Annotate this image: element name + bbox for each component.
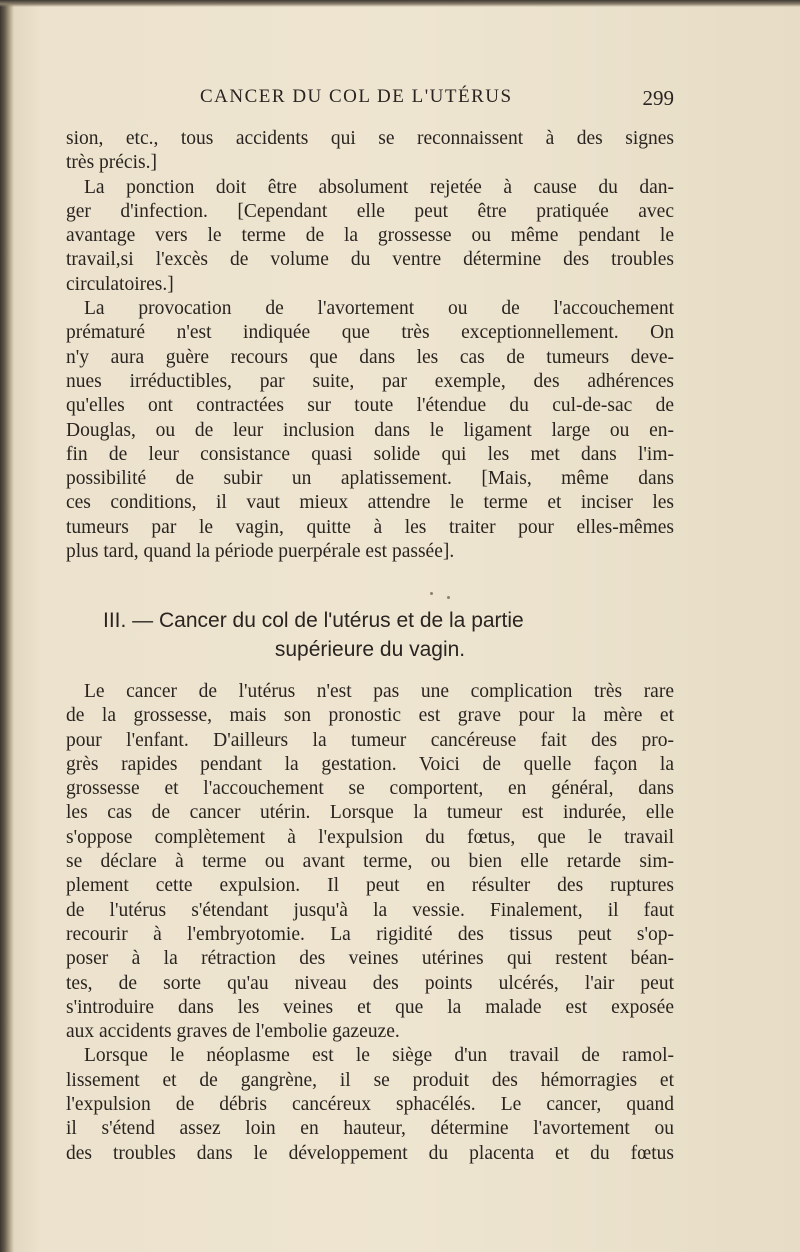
text-line: qu'elles ont contractées sur toute l'étendue du cul-de-sac de [66, 395, 674, 417]
text-line: recourir à l'embryotomie. La rigidité des tissus peut s'op- [66, 923, 674, 945]
text-line: pour l'enfant. D'ailleurs la tumeur cancéreuse fait des pro- [66, 729, 674, 751]
text-line: La provocation de l'avortement ou de l'accouchement [84, 298, 674, 320]
text-line: des troubles dans le développement du placenta et du fœtus [66, 1142, 674, 1164]
text-line: aux accidents graves de l'embolie gazeuze. [66, 1021, 400, 1043]
text-line: prématuré n'est indiquée que très exceptionnellement. On [66, 322, 674, 344]
text-line: très précis.] [66, 152, 157, 174]
text-line: poser à la rétraction des veines utérines qui restent béan- [66, 948, 674, 970]
text-line: plement cette expulsion. Il peut en résulter des ruptures [66, 875, 674, 897]
text-line: possibilité de subir un aplatissement. [Mais, même dans [66, 468, 674, 490]
running-title: CANCER DU COL DE L'UTÉRUS [200, 86, 513, 107]
page-header [66, 86, 674, 116]
text-line: se déclare à terme ou avant terme, ou bien elle retarde sim- [66, 851, 674, 873]
text-line: Douglas, ou de leur inclusion dans le ligament large ou en- [66, 419, 674, 441]
print-speck [447, 596, 450, 599]
body-text-bottom [66, 680, 674, 1166]
text-line: fin de leur consistance quasi solide qui les met dans l'im- [66, 443, 674, 465]
text-line: ger d'infection. [Cependant elle peut être pratiquée avec [66, 200, 674, 222]
text-line: avantage vers le terme de la grossesse ou même pendant le [66, 225, 674, 247]
text-line: n'y aura guère recours que dans les cas de tumeurs deve- [66, 346, 674, 368]
text-line: circulatoires.] [66, 273, 174, 295]
text-line: Lorsque le néoplasme est le siège d'un travail de ramol- [84, 1045, 674, 1067]
text-line: plus tard, quand la période puerpérale est passée]. [66, 541, 455, 563]
section-heading-line: III. — Cancer du col de l'utérus et de la partie [103, 609, 524, 632]
section-heading [66, 606, 674, 664]
text-line: Le cancer de l'utérus n'est pas une complication très rare [84, 681, 674, 702]
page-top-edge [0, 0, 800, 7]
text-line: l'expulsion de débris cancéreux sphacélés. Le cancer, quand [66, 1094, 674, 1116]
text-line: nues irréductibles, par suite, par exemple, des adhérences [66, 370, 674, 392]
text-line: lissement et de gangrène, il se produit des hémorragies et [66, 1069, 674, 1091]
text-line: grossesse et l'accouchement se comportent, en général, dans [66, 778, 674, 800]
body-text-top [66, 127, 674, 564]
text-line: les cas de cancer utérin. Lorsque la tumeur est indurée, elle [66, 802, 674, 824]
print-speck [430, 592, 433, 595]
text-line: s'oppose complètement à l'expulsion du fœtus, que le travail [66, 826, 674, 848]
text-line: La ponction doit être absolument rejetée à cause du dan- [84, 176, 674, 198]
page-number: 299 [642, 86, 674, 110]
section-heading-line: supérieure du vagin. [274, 638, 466, 661]
text-line: tes, de sorte qu'au niveau des points ulcérés, l'air peut [66, 972, 674, 994]
text-line: tumeurs par le vagin, quitte à les traiter pour elles-mêmes [66, 516, 674, 538]
text-line: de la grossesse, mais son pronostic est grave pour la mère et [66, 705, 674, 727]
text-line: de l'utérus s'étendant jusqu'à la vessie. Finalement, il faut [66, 899, 674, 921]
text-line: ces conditions, il vaut mieux attendre le terme et inciser les [66, 492, 674, 514]
text-line: sion, etc., tous accidents qui se reconnaissent à des signes [66, 128, 674, 149]
text-line: grès rapides pendant la gestation. Voici de quelle façon la [66, 753, 674, 775]
text-line: s'introduire dans les veines et que la malade est exposée [66, 996, 674, 1018]
text-line: travail,si l'excès de volume du ventre détermine des troubles [66, 249, 674, 271]
text-line: il s'étend assez loin en hauteur, détermine l'avortement ou [66, 1118, 674, 1140]
page-binding-edge [0, 0, 14, 1252]
